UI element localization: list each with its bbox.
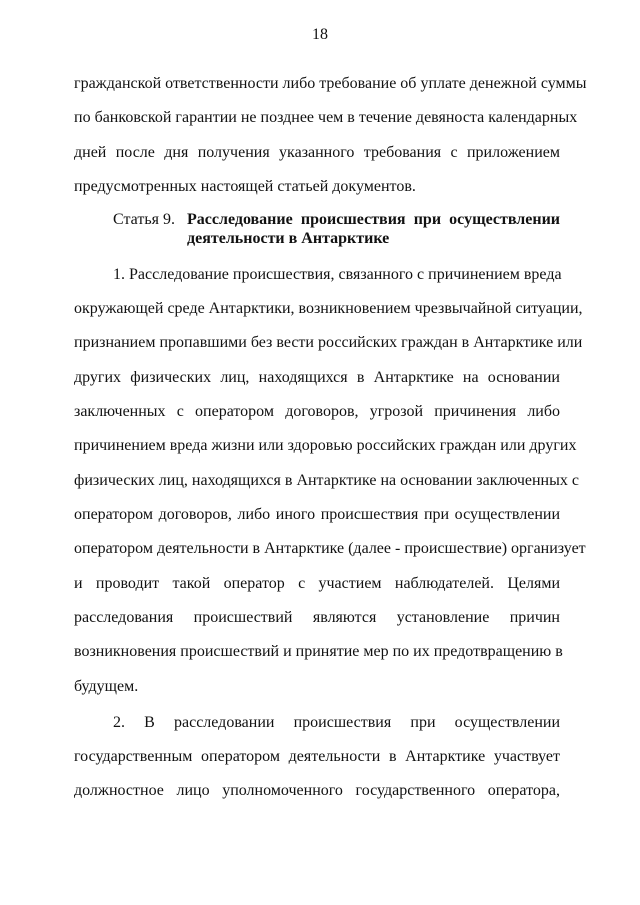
page-number: 18 [312, 26, 328, 43]
text-line: дней после дня получения указанного требования с приложением [74, 144, 560, 161]
text-line: и проводит такой оператор с участием наблюдателей. Целями [74, 575, 560, 592]
text-line: причинением вреда жизни или здоровью российских граждан или других [74, 437, 577, 454]
text-line: гражданской ответственности либо требование об уплате денежной суммы [74, 75, 587, 92]
text-line: возникновения происшествий и принятие мер по их предотвращению в [74, 643, 563, 660]
text-line: по банковской гарантии не позднее чем в течение девяноста календарных [74, 109, 578, 126]
text-line: оператором договоров, либо иного происшествия при осуществлении [74, 506, 560, 523]
text-line: признанием пропавшими без вести российских граждан в Антарктике или [74, 334, 583, 351]
text-line: оператором деятельности в Антарктике (далее - происшествие) организует [74, 540, 586, 557]
text-line: должностное лицо уполномоченного государственного оператора, [74, 782, 560, 799]
text-line: предусмотренных настоящей статьей документов. [74, 178, 416, 195]
text-line: других физических лиц, находящихся в Антарктике на основании [74, 369, 560, 386]
text-line: 1. Расследование происшествия, связанного с причинением вреда [113, 266, 562, 283]
article-number: Статья 9. [113, 211, 175, 228]
text-line: расследования происшествий являются установление причин [74, 609, 560, 626]
text-line: физических лиц, находящихся в Антарктике на основании заключенных с [74, 472, 579, 489]
text-line: заключенных с оператором договоров, угрозой причинения либо [74, 403, 560, 420]
article-title-line: Расследование происшествия при осуществлении [187, 211, 560, 228]
article-title-line: деятельности в Антарктике [187, 230, 390, 247]
text-line: 2. В расследовании происшествия при осуществлении [113, 714, 560, 731]
text-line: государственным оператором деятельности в Антарктике участвует [74, 748, 560, 765]
text-line: окружающей среде Антарктики, возникновением чрезвычайной ситуации, [74, 300, 583, 317]
text-line: будущем. [74, 678, 139, 695]
